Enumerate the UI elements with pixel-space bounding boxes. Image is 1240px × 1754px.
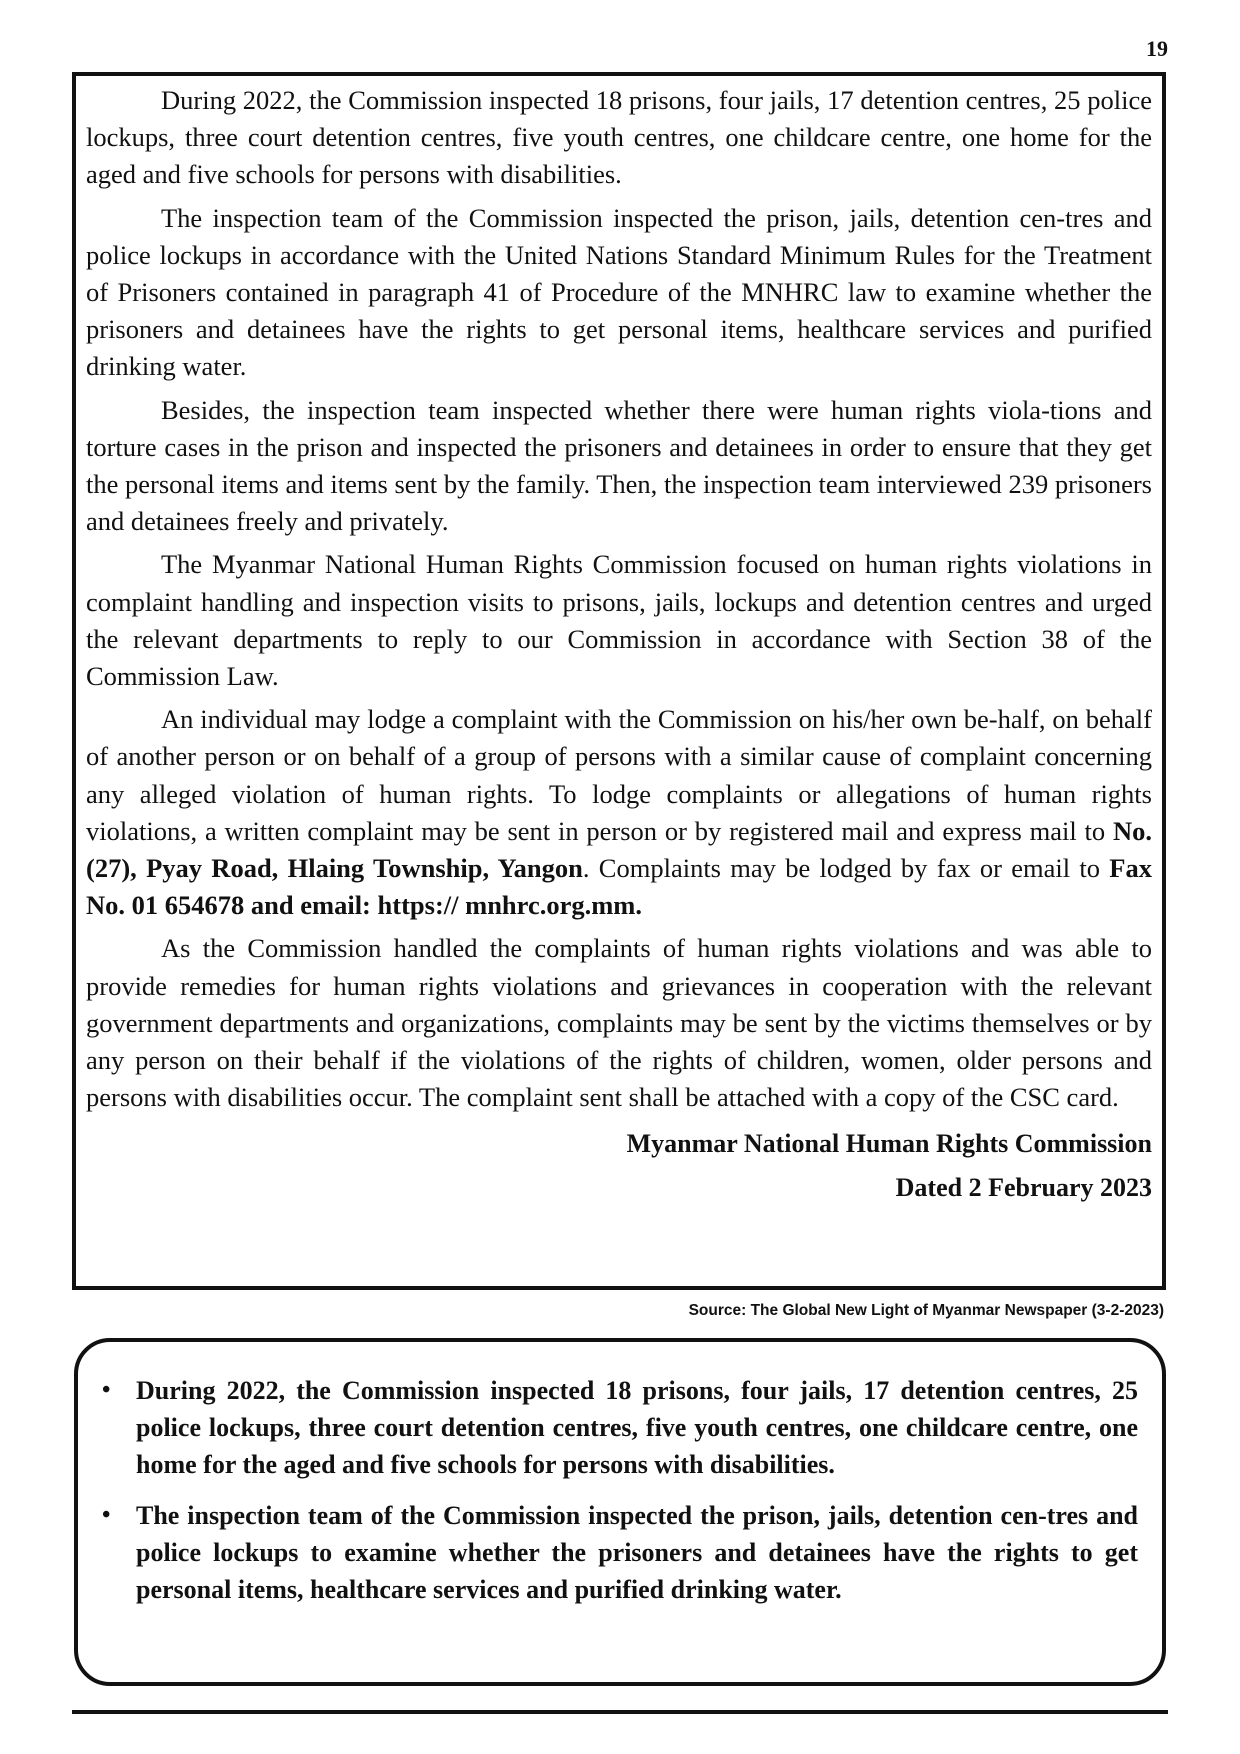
signature-block [86,1122,1152,1210]
press-release-box [72,72,1166,1290]
paragraph-remedies: As the Commission handled the complaints of human rights violations and was able to provide remedies for human rights violations and grievances in cooperation with the relevant government departments and organizations, complaints may be sent by the victims themselves or by any person on their behalf if the violations of the rights of children, women, older persons and persons with disabilities occur. The complaint sent shall be attached with a copy of the CSC card. [86,933,1152,1113]
signature-date: Dated 2 February 2023 [895,1173,1152,1203]
paragraph-violations-check: Besides, the inspection team inspected whether there were human rights viola-tions and torture cases in the prison and inspected the prisoners and detainees in order to ensure that they get the personal items and items sent by the family. Then, the inspection team interviewed 239 prisoners and detainees freely and privately. [86,394,1152,537]
bullet-icon: • [102,1502,111,1528]
paragraph-inspection-team: The inspection team of the Commission inspected the prison, jails, detention cen-tres and police lockups in accordance with the United Nations Standard Minimum Rules for the Treatment of Prisoners contained in paragraph 41 of Procedure of the MNHRC law to examine whether the prisoners and detainees have the rights to get personal items, healthcare services and purified drinking water. [86,202,1152,382]
page-number: 19 [1146,36,1168,61]
paragraph-complaint-procedure [86,701,1152,924]
complaint-text-part1: An individual may lodge a complaint with the Commission on his/her own be-half, on behalf of another person or on behalf of a group of persons with a similar cause of complaint concerning any alleged violation of human rights. To lodge complaints or allegations of human rights violations, a written complaint may be sent in person or by registered mail and express mail to [86,704,1152,846]
signature-organization: Myanmar National Human Rights Commission [626,1129,1152,1159]
paragraph-commission-focus: The Myanmar National Human Rights Commission focused on human rights violations in complaint handling and inspection visits to prisons, jails, lockups and detention centres and urged the relevant departments to reply to our Commission in accordance with Section 38 of the Commission Law. [86,549,1152,692]
key-point-text: The inspection team of the Commission inspected the prison, jails, detention cen-tres and police lockups to examine whether the prisoners and detainees have the rights to get personal items, healthcare services and purified drinking water. [136,1501,1138,1604]
complaint-text-part2: . Complaints may be lodged by fax or email to [582,853,1110,884]
commission-address: No. (27), Pyay Road, Hlaing Township, Yangon [86,815,1152,884]
key-point-item [96,1497,1138,1608]
bullet-icon: • [102,1377,111,1403]
paragraph-inspections: During 2022, the Commission inspected 18 prisons, four jails, 17 detention centres, 25 police lockups, three court detention centres, five youth centres, one childcare centre, one home for the aged and five schools for persons with disabilities. [86,85,1152,190]
commission-contact: Fax No. 01 654678 and email: https:// mnhrc.org.mm. [86,853,1152,921]
key-points-box [74,1338,1166,1686]
key-point-text: During 2022, the Commission inspected 18 prisons, four jails, 17 detention centres, 25 police lockups, three court detention centres, five youth centres, one childcare centre, one home for the aged and five schools for persons with disabilities. [136,1376,1138,1479]
source-citation: Source: The Global New Light of Myanmar Newspaper (3-2-2023) [688,1302,1164,1319]
key-point-item [96,1372,1138,1483]
bottom-divider [72,1710,1168,1714]
key-points-list [96,1372,1138,1608]
